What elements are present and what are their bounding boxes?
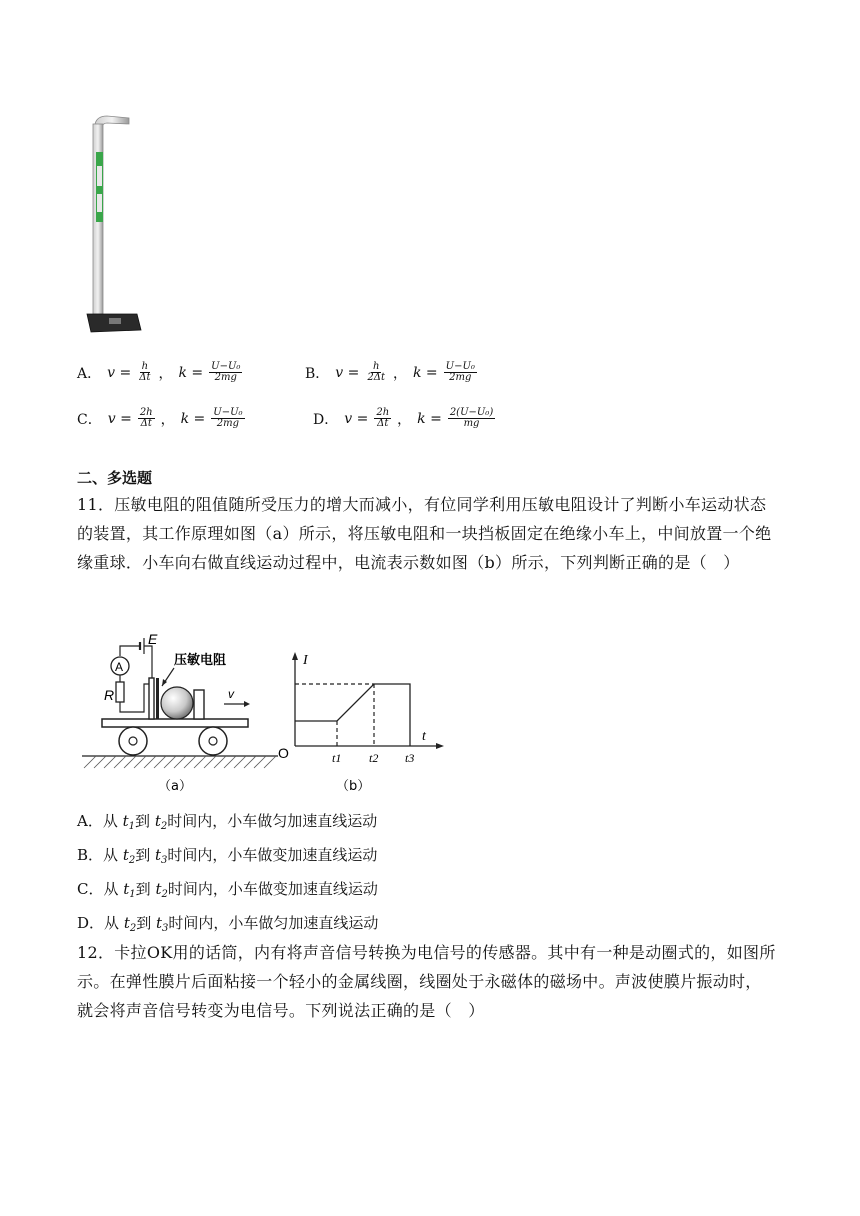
k-fraction: $\frac{\text{U−U₀}}{2mg}$ bbox=[445, 361, 475, 383]
k-symbol: k = bbox=[413, 364, 438, 381]
separator: ， bbox=[397, 411, 412, 428]
fig-b-origin-label: O bbox=[278, 745, 289, 761]
option-letter: D． bbox=[313, 411, 339, 428]
height-scale-device-image bbox=[85, 114, 145, 340]
k-symbol: k = bbox=[180, 410, 206, 427]
question-11-text: 11．压敏电阻的阻值随所受压力的增大而减小，有位同学利用压敏电阻设计了判断小车运动状态的装置，其工作原理如图（a）所示，将压敏电阻和一块挡板固定在绝缘小车上，中间放置一个绝缘重球．小车向右做直线运动过程中，电流表示数如图（b）所示，下列判断正确的是（ ） bbox=[77, 495, 772, 572]
v-symbol: v = bbox=[107, 364, 132, 381]
option-b bbox=[305, 362, 477, 383]
fig-b-caption: （b） bbox=[336, 779, 371, 794]
fig-b-x-axis-label: t bbox=[422, 729, 426, 744]
choice-b: B．从 $t_2$到 $t_3$时间内，小车做变加速直线运动 bbox=[77, 846, 378, 866]
separator: ， bbox=[393, 365, 407, 382]
fig-a-resistor-label: R bbox=[104, 687, 115, 703]
fig-b-t2-label: t2 bbox=[369, 751, 379, 765]
choice-d: D．从 $t_2$到 $t_3$时间内，小车做匀加速直线运动 bbox=[77, 914, 379, 934]
v-fraction: $\frac{2h}{\Delta t}$ bbox=[139, 407, 153, 429]
fig-a-caption: （a） bbox=[158, 779, 192, 794]
figure-a-circuit-cart bbox=[78, 628, 283, 798]
question-12-text: 12．卡拉OK用的话筒，内有将声音信号转换为电信号的传感器。其中有一种是动圈式的，如图所示。在弹性膜片后面粘接一个轻小的金属线圈，线圈处于永磁体的磁场中。声波使膜片振动时，就会将声音信号转变为电信号。下列说法正确的是（ ） bbox=[77, 943, 776, 1020]
fig-a-ammeter-label: A bbox=[115, 660, 124, 674]
fig-b-t1-label: t1 bbox=[332, 751, 342, 765]
choice-c: C．从 $t_1$到 $t_2$时间内，小车做变加速直线运动 bbox=[77, 880, 378, 900]
k-fraction: $\frac{\text{2(U−U₀)}}{mg}$ bbox=[449, 407, 494, 429]
v-fraction: $\frac{h}{2\Delta t}$ bbox=[367, 361, 385, 383]
fig-a-emf-label: E bbox=[148, 631, 158, 647]
separator: ， bbox=[158, 365, 173, 382]
fig-a-pressure-resistor-label: 压敏电阻 bbox=[174, 653, 227, 668]
v-symbol: v = bbox=[344, 410, 369, 427]
section-title: 二、多选题 bbox=[77, 469, 153, 487]
fig-b-y-axis-label: I bbox=[303, 653, 308, 668]
k-symbol: k = bbox=[417, 410, 442, 427]
v-fraction: $\frac{2h}{\Delta t}$ bbox=[376, 407, 390, 429]
option-a bbox=[77, 362, 242, 383]
figure-b-current-graph bbox=[278, 650, 448, 798]
k-fraction: $\frac{\text{U−U₀}}{2mg}$ bbox=[213, 407, 243, 429]
k-fraction: $\frac{\text{U−U₀}}{2mg}$ bbox=[211, 361, 241, 383]
v-fraction: $\frac{h}{\Delta t}$ bbox=[139, 361, 151, 383]
v-symbol: v = bbox=[107, 410, 132, 427]
option-letter: B． bbox=[305, 365, 330, 382]
k-symbol: k = bbox=[178, 364, 204, 381]
separator: ， bbox=[160, 411, 175, 428]
fig-b-t3-label: t3 bbox=[405, 751, 415, 765]
choice-a: A．从 $t_1$到 $t_2$时间内，小车做匀加速直线运动 bbox=[77, 812, 378, 832]
fig-a-velocity-label: v bbox=[228, 687, 234, 701]
v-symbol: v = bbox=[335, 364, 360, 381]
option-letter: C． bbox=[77, 411, 102, 428]
option-d bbox=[313, 408, 495, 429]
option-c bbox=[77, 408, 245, 429]
option-letter: A． bbox=[77, 365, 102, 382]
